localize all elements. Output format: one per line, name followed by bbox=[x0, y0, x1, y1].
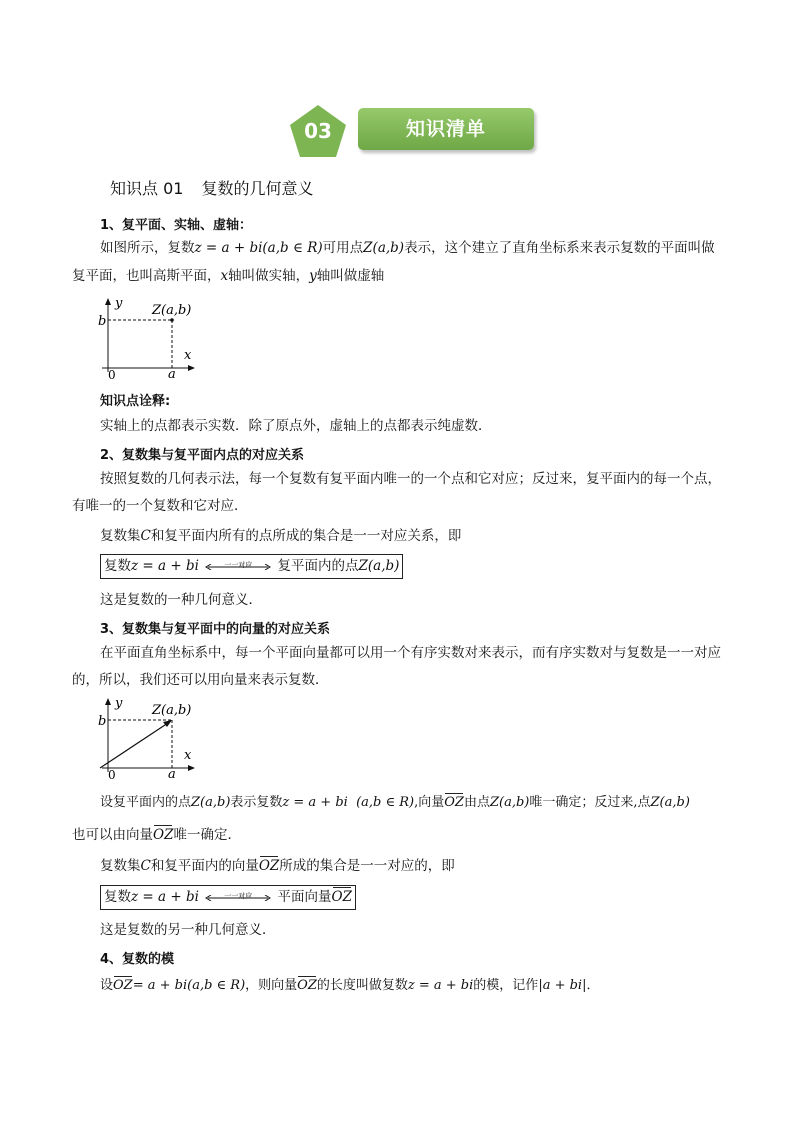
section-3-paragraph: 在平面直角坐标系中，每一个平面向量都可以用一个有序实数对来表示，而有序实数对与复数是一一对应的，所以，我们还可以用向量来表示复数． bbox=[72, 645, 721, 688]
section-4-line: 设OZ= a + bi(a,b ∈ R)，则向量OZ的长度叫做复数z = a + bi的模，记作|a + bi|． bbox=[100, 978, 600, 993]
vector-oz: OZ bbox=[331, 889, 352, 905]
double-arrow-icon: 一一对应 bbox=[205, 892, 271, 904]
vector-oz: OZ bbox=[153, 827, 174, 843]
section-number: 03 bbox=[304, 119, 332, 143]
note-title: 知识点诠释: bbox=[100, 394, 171, 409]
knowledge-point-label: 知识点 01 bbox=[110, 179, 184, 198]
vector-oz: OZ bbox=[297, 978, 317, 993]
section-1-line-2: 复平面，也叫高斯平面，x轴叫做实轴，y轴叫做虚轴 bbox=[72, 268, 385, 284]
knowledge-point-title: 复数的几何意义 bbox=[201, 179, 314, 198]
section-2-tail: 这是复数的一种几何意义． bbox=[100, 592, 262, 608]
section-2-correspondence-box: 复数z = a + bi 一一对应 复平面内的点Z(a,b) bbox=[100, 554, 403, 579]
fig1-y-label: y bbox=[115, 296, 123, 311]
vector-oz: OZ bbox=[444, 795, 464, 810]
section-title-banner: 知识清单 bbox=[358, 108, 534, 150]
section-2-title: 2、复数集与复平面内点的对应关系 bbox=[100, 448, 305, 463]
section-3-tail: 这是复数的另一种几何意义． bbox=[100, 922, 276, 938]
note-text: 实轴上的点都表示实数．除了原点外，虚轴上的点都表示纯虚数． bbox=[100, 418, 492, 434]
double-arrow-icon: 一一对应 bbox=[205, 561, 271, 573]
vector-oz: OZ bbox=[258, 858, 280, 874]
fig2-point-label: Z(a,b) bbox=[152, 703, 192, 718]
section-3-title: 3、复数集与复平面中的向量的对应关系 bbox=[100, 622, 331, 637]
vector-oz: OZ bbox=[113, 978, 133, 993]
fig1-b-label: b bbox=[98, 314, 107, 329]
knowledge-point-heading bbox=[110, 176, 313, 199]
section-4-title: 4、复数的模 bbox=[100, 952, 175, 967]
section-1-title: 1、复平面、实轴、虚轴： bbox=[100, 218, 253, 233]
section-2-line-3: 复数集C和复平面内所有的点所成的集合是一一对应关系，即 bbox=[100, 528, 462, 544]
fig2-b-label: b bbox=[98, 714, 107, 729]
section-3-correspondence-box: 复数z = a + bi 一一对应 平面向量OZ bbox=[100, 885, 356, 910]
fig1-origin-label: 0 bbox=[108, 368, 116, 382]
complex-plane-figure-2 bbox=[96, 696, 206, 782]
section-3-line-3: 设复平面内的点Z(a,b)表示复数z = a + bi (a,b ∈ R),向量OZ由点Z(a,b)唯一确定；反过来,点Z(a,b) bbox=[100, 795, 690, 810]
section-1-line-1: 如图所示，复数z = a + bi(a,b ∈ R)可用点Z(a,b)表示，这个建立了直角坐标系来表示复数的平面叫做 bbox=[100, 240, 715, 256]
fig2-origin-label: 0 bbox=[108, 768, 116, 782]
fig2-y-label: y bbox=[115, 696, 123, 711]
fig2-a-label: a bbox=[168, 767, 176, 782]
section-3-line-4: 也可以由向量OZ唯一确定． bbox=[72, 827, 241, 843]
fig2-x-label: x bbox=[184, 748, 192, 763]
fig1-x-label: x bbox=[184, 348, 192, 363]
fig1-a-label: a bbox=[168, 367, 176, 382]
section-3-line-5: 复数集C和复平面内的向量OZ所成的集合是一一对应的，即 bbox=[100, 858, 455, 874]
section-2-paragraph: 按照复数的几何表示法，每一个复数有复平面内唯一的一个点和它对应；反过来，复平面内的每一个点，有唯一的一个复数和它对应． bbox=[72, 471, 721, 514]
complex-plane-figure-1 bbox=[96, 296, 206, 382]
fig1-point-label: Z(a,b) bbox=[152, 303, 192, 318]
